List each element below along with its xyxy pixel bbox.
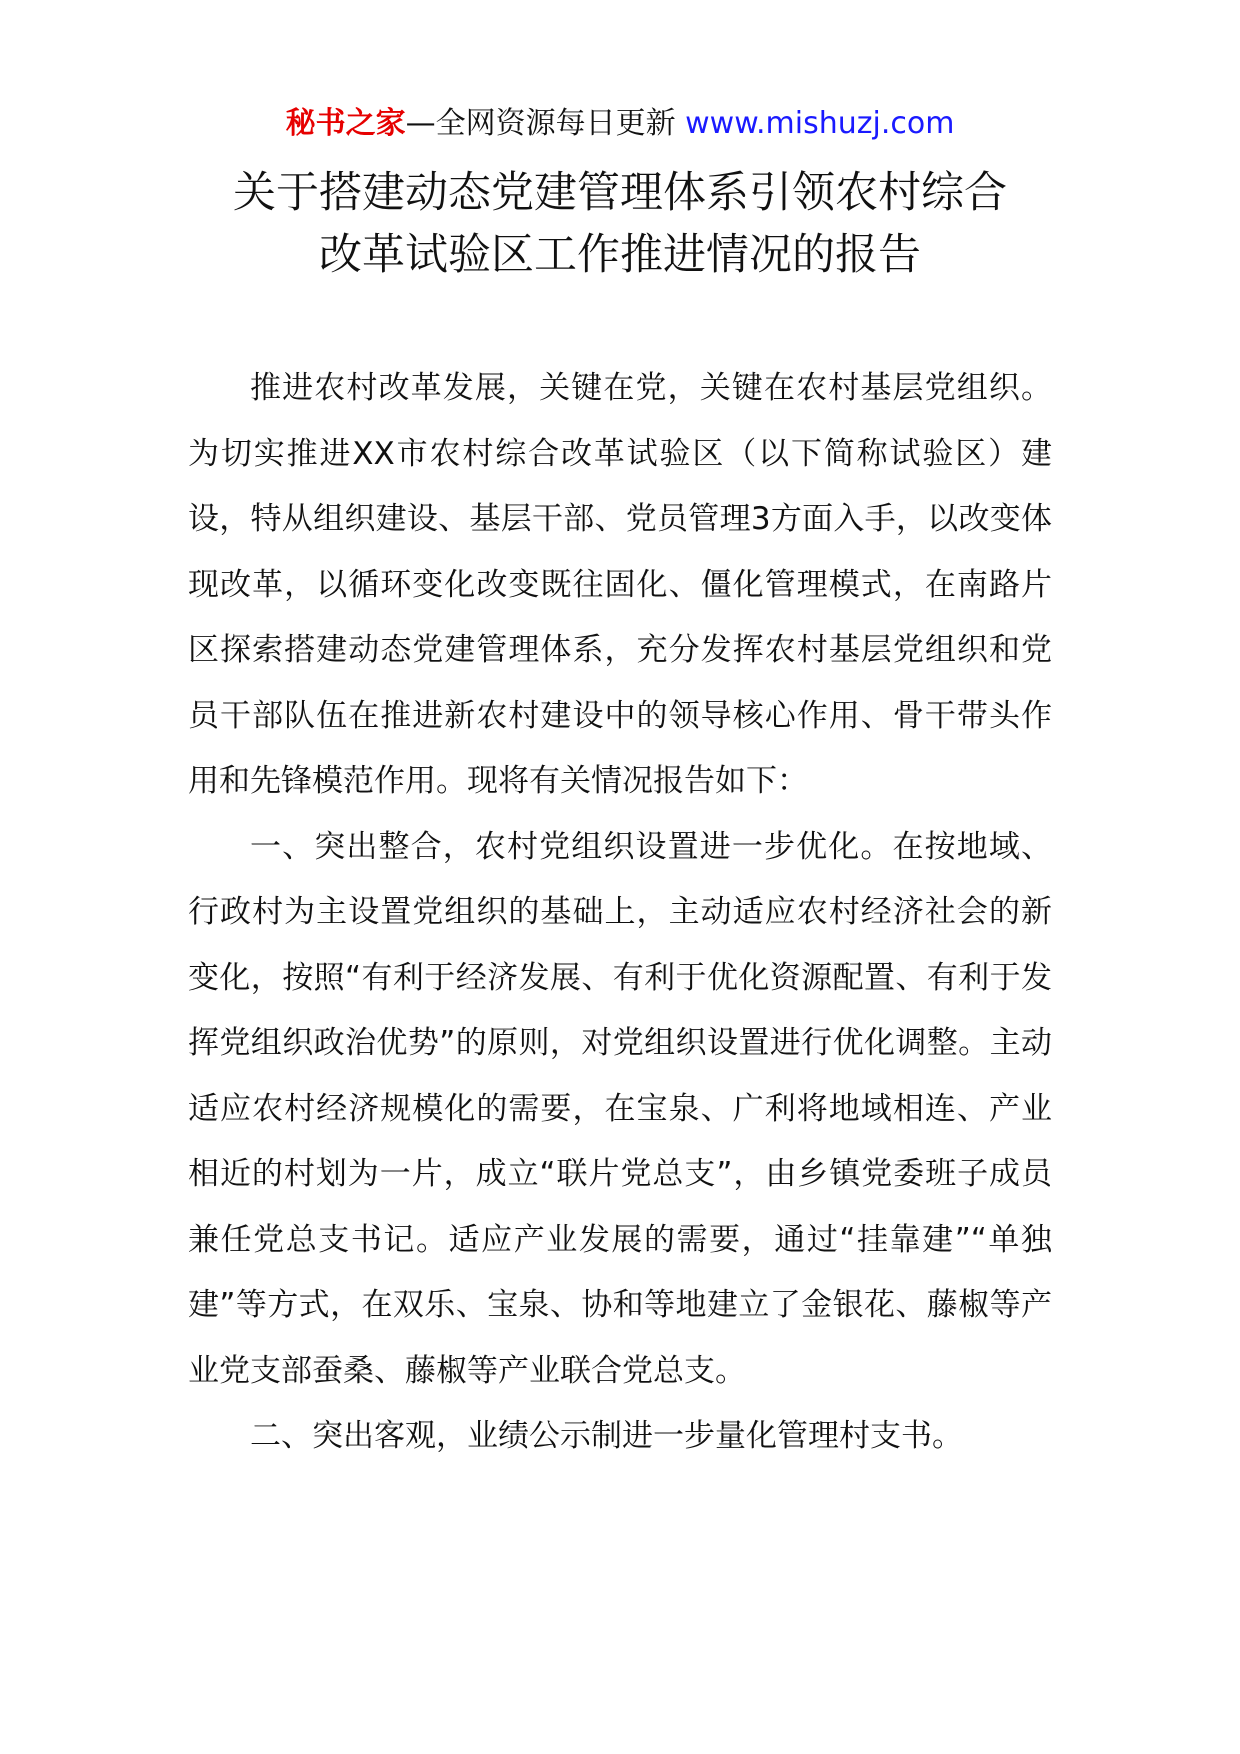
paragraph-intro: 推进农村改革发展，关键在党，关键在农村基层党组织。为切实推进XX市农村综合改革试验区（以下简称试验区）建设，特从组织建设、基层干部、党员管理3方面入手，以改变体现改革，以循环变化改变既往固化、僵化管理模式，在南路片区探索搭建动态党建管理体系，充分发挥农村基层党组织和党员干部队伍在推进新农村建设中的领导核心作用、骨干带头作用和先锋模范作用。现将有关情况报告如下：	[188, 370, 1052, 799]
site-url[interactable]: www.mishuzj.com	[685, 106, 955, 141]
paragraph-section-1: 一、突出整合，农村党组织设置进一步优化。在按地域、行政村为主设置党组织的基础上，主动适应农村经济社会的新变化，按照“有利于经济发展、有利于优化资源配置、有利于发挥党组织政治优势”的原则，对党组织设置进行优化调整。主动适应农村经济规模化的需要，在宝泉、广利将地域相连、产业相近的村划为一片，成立“联片党总支”，由乡镇党委班子成员兼任党总支书记。适应产业发展的需要，通过“挂靠建”“单独建”等方式，在双乐、宝泉、协和等地建立了金银花、藤椒等产业党支部蚕桑、藤椒等产业联合党总支。	[188, 828, 1052, 1389]
document-body	[188, 356, 1052, 1470]
site-tagline: —全网资源每日更新	[405, 106, 676, 141]
site-header	[0, 102, 1240, 146]
title-line-1: 关于搭建动态党建管理体系引领农村综合	[233, 168, 1007, 218]
site-brand: 秘书之家	[285, 106, 406, 141]
paragraph-section-2: 二、突出客观，业绩公示制进一步量化管理村支书。	[250, 1418, 963, 1454]
title-line-2: 改革试验区工作推进情况的报告	[319, 230, 921, 280]
document-title	[0, 162, 1240, 286]
